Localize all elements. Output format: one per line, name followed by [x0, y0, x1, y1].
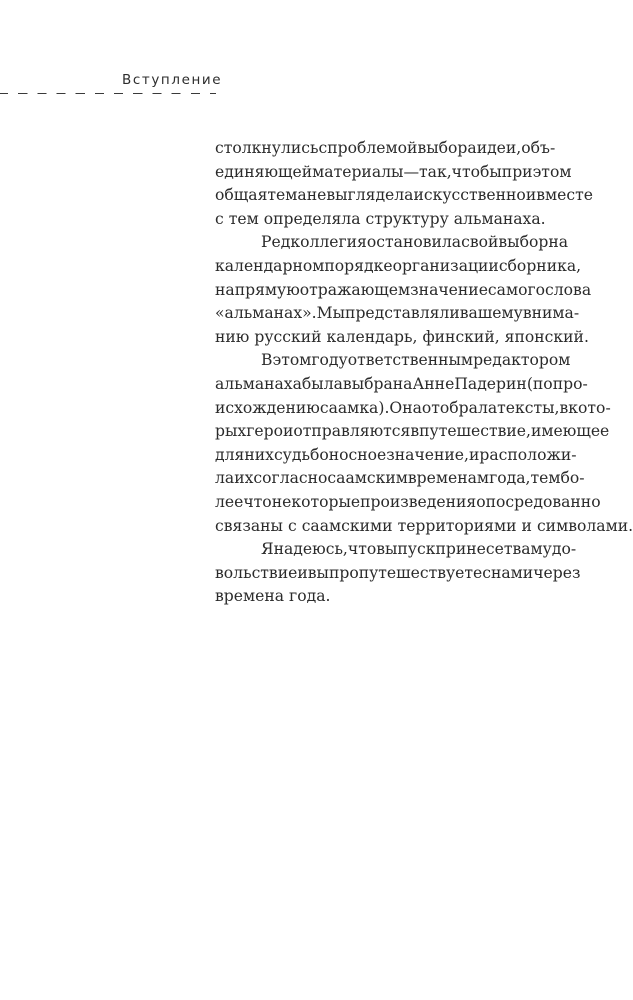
word: тексты,: [497, 398, 560, 417]
text-line: [215, 184, 593, 208]
text-line: [215, 373, 588, 397]
word: кото-: [568, 398, 611, 417]
word: Падерин: [454, 374, 527, 393]
word: бо-: [560, 469, 585, 488]
text-line: [215, 279, 592, 303]
word: что: [347, 540, 377, 559]
word: альманаха: [215, 374, 302, 393]
text-line: [215, 349, 571, 373]
word: что: [243, 492, 272, 511]
word: структуру: [365, 209, 449, 228]
word: внима-: [522, 304, 580, 323]
word: не: [306, 186, 327, 205]
text-line: [215, 161, 572, 185]
word: вам: [512, 540, 543, 559]
word: вольствие: [215, 563, 298, 582]
word: выглядела: [326, 186, 414, 205]
text-line: [215, 538, 577, 562]
word: свой: [461, 233, 499, 252]
word: временам: [407, 469, 490, 488]
word: и: [297, 563, 308, 582]
word: в: [559, 398, 569, 417]
word: вместе: [536, 186, 593, 205]
word: остановила: [366, 233, 462, 252]
word: нами: [490, 563, 534, 582]
word: судьбоносное: [273, 445, 387, 464]
word: пропутешествуете: [328, 563, 483, 582]
word: года,: [489, 469, 531, 488]
word: календарь,: [326, 327, 418, 346]
word: путешествие,: [419, 422, 531, 441]
word: тем: [530, 469, 561, 488]
word: этом: [272, 351, 312, 370]
text-line: [215, 137, 556, 161]
text-line: [215, 302, 580, 326]
word: с: [287, 516, 297, 535]
text-line: [215, 397, 611, 421]
word: году: [311, 351, 348, 370]
body-text: [215, 137, 633, 609]
word: через: [533, 563, 581, 582]
word: самого: [487, 280, 546, 299]
text-line: [215, 420, 610, 444]
word: согласно: [253, 469, 328, 488]
text-line: [215, 491, 601, 515]
word: лее: [215, 492, 244, 511]
word: вашему: [459, 304, 523, 323]
word: имеющее: [531, 422, 610, 441]
word: нию: [215, 327, 250, 346]
word: напрямую: [215, 280, 300, 299]
word: территориями: [397, 516, 517, 535]
word: и: [468, 445, 480, 464]
word: Я: [261, 540, 274, 559]
word: про-: [552, 374, 588, 393]
word: (по: [526, 374, 553, 393]
header-dashed-rule: [0, 93, 216, 94]
word: единяющей: [215, 162, 313, 181]
word: сборника,: [498, 256, 582, 275]
word: была: [301, 374, 343, 393]
text-line: [215, 255, 582, 279]
word: в: [410, 422, 420, 441]
text-line: [215, 208, 549, 232]
word: ла: [215, 469, 235, 488]
text-line: [215, 231, 569, 255]
word: определяла: [263, 209, 361, 228]
word: организации: [392, 256, 499, 275]
word: выбора: [417, 139, 477, 157]
text-line: [215, 562, 581, 586]
word: надеюсь,: [273, 540, 348, 559]
running-head-title: Вступление: [122, 72, 223, 88]
word: с: [215, 209, 224, 228]
word: них: [244, 445, 274, 464]
word: символами.: [536, 516, 633, 535]
word: отражающем: [299, 280, 411, 299]
word: чтобы: [451, 162, 502, 181]
word: значение: [410, 280, 488, 299]
word: общая: [215, 186, 268, 205]
word: выбрана: [342, 374, 413, 393]
word: опосредованно: [476, 492, 601, 511]
word: тема: [267, 186, 307, 205]
word: значение,: [386, 445, 469, 464]
word: Редколлегия: [261, 233, 367, 252]
word: этом: [532, 162, 572, 181]
word: расположи-: [479, 445, 577, 464]
word: выпуск: [376, 540, 436, 559]
word: искусственно: [413, 186, 526, 205]
text-line: [215, 467, 585, 491]
word: отправляются: [293, 422, 411, 441]
word: на: [548, 233, 569, 252]
text-line: [215, 444, 577, 468]
word: Мы: [316, 304, 346, 323]
word: произведения: [360, 492, 477, 511]
word: вы: [307, 563, 329, 582]
word: так,: [419, 162, 452, 181]
word: отобрала: [421, 398, 498, 417]
word: объ-: [521, 139, 556, 157]
word: слова: [545, 280, 592, 299]
text-line: [215, 515, 633, 539]
word: календарном: [215, 256, 325, 275]
word: саамским: [327, 469, 408, 488]
word: проблемой: [327, 139, 418, 157]
word: финский,: [422, 327, 500, 346]
word: ответственным: [347, 351, 474, 370]
word: с: [318, 139, 328, 157]
word: для: [215, 445, 245, 464]
word: саамскими: [301, 516, 393, 535]
word: редактором: [473, 351, 571, 370]
word: их: [234, 469, 254, 488]
word: удо-: [542, 540, 577, 559]
word: русский: [254, 327, 322, 346]
word: «альманах».: [215, 304, 317, 323]
word: Она: [389, 398, 422, 417]
word: и: [525, 186, 537, 205]
word: Анне: [412, 374, 455, 393]
word: рых: [215, 422, 247, 441]
word: саамка).: [319, 398, 390, 417]
word: исхождению: [215, 398, 320, 417]
word: —: [403, 162, 420, 181]
word: с: [482, 563, 491, 582]
word: тем: [228, 209, 259, 228]
word: альманаха.: [453, 209, 546, 228]
word: связаны: [215, 516, 283, 535]
word: В: [261, 351, 273, 370]
word: времена: [215, 587, 285, 606]
word: выбор: [498, 233, 549, 252]
word: столкнулись: [215, 139, 319, 157]
word: года.: [289, 587, 331, 606]
word: представляли: [345, 304, 460, 323]
word: некоторые: [271, 492, 361, 511]
word: принесет: [435, 540, 513, 559]
word: идеи,: [476, 139, 522, 157]
text-line: [215, 326, 589, 350]
word: при: [501, 162, 533, 181]
word: японский.: [504, 327, 589, 346]
word: материалы: [312, 162, 404, 181]
word: герои: [246, 422, 294, 441]
word: порядке: [324, 256, 393, 275]
text-line: [215, 585, 549, 609]
word: и: [521, 516, 532, 535]
